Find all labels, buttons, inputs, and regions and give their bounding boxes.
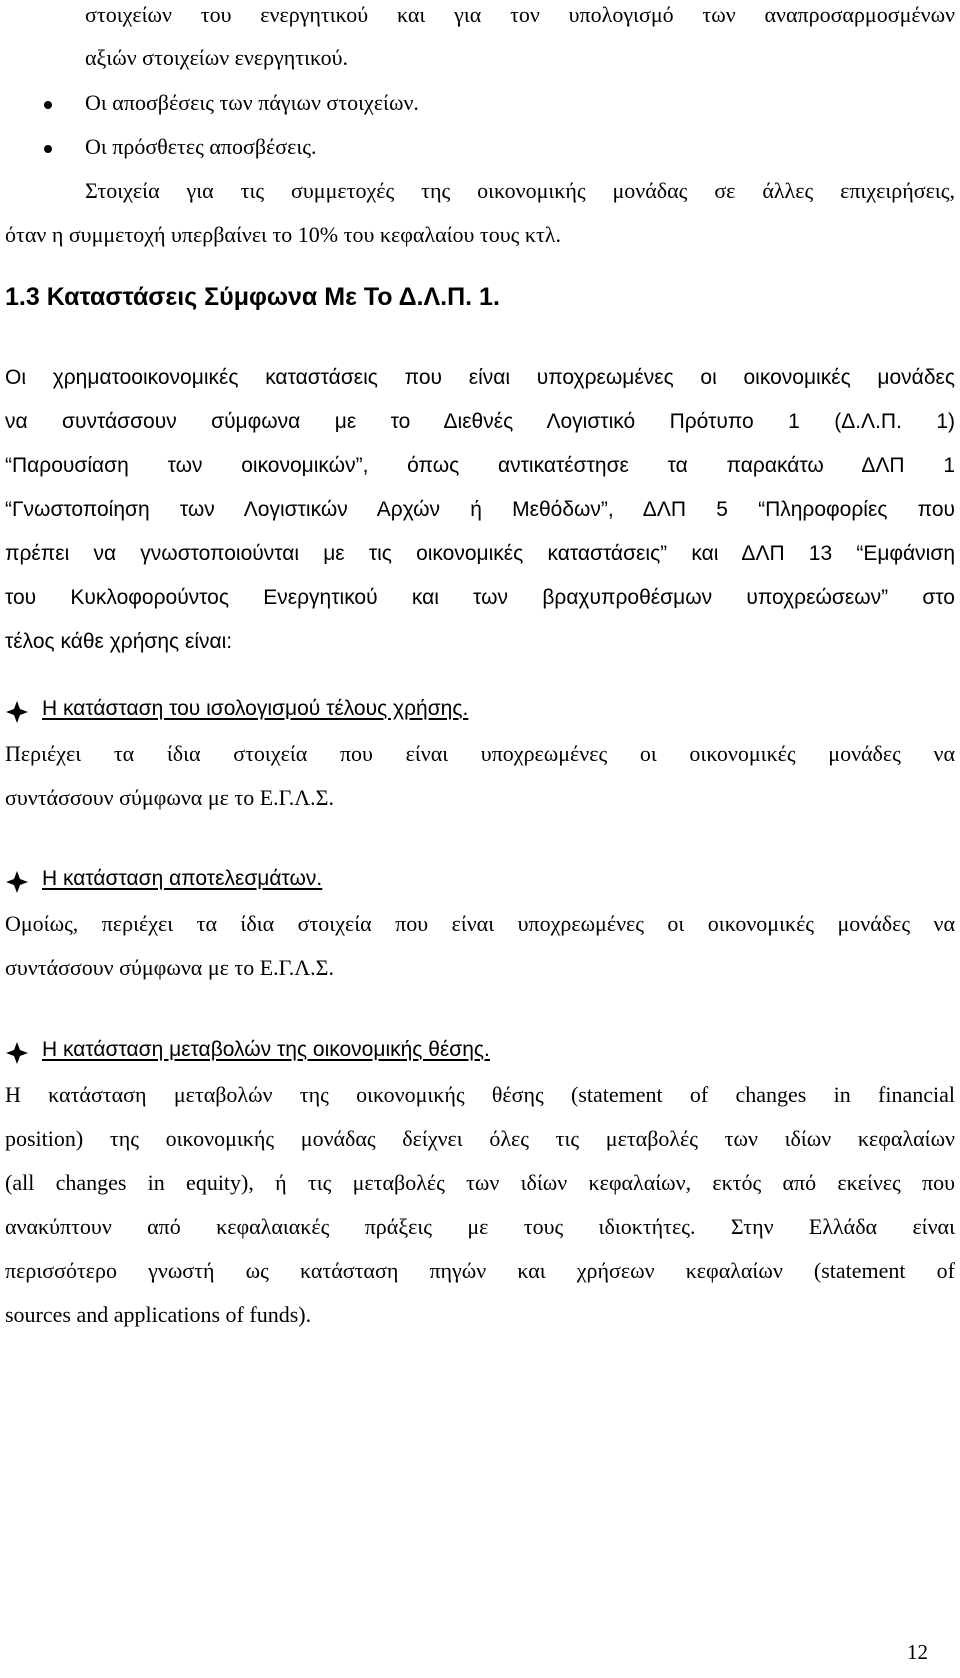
item-1-line-1: Περιέχει τα ίδια στοιχεία που είναι υποχρεωμένες οι οικονομικές μονάδες να <box>5 741 955 766</box>
section-line-6: του Κυκλοφορούντος Ενεργητικού και των βραχυπροθέσμων υποχρεώσεων” στο <box>5 586 955 609</box>
item-3-line-2: position) της οικονομικής μονάδας δείχνει όλες τις μεταβολές των ιδίων κεφαλαίων <box>5 1126 955 1151</box>
item-3-line-3: (all changes in equity), ή τις μεταβολές των ιδίων κεφαλαίων, εκτός από εκείνες που <box>5 1170 955 1195</box>
item-2-line-2: συντάσσουν σύμφωνα με το Ε.Γ.Λ.Σ. <box>5 955 334 980</box>
page-number: 12 <box>907 1640 928 1664</box>
section-line-5: πρέπει να γνωστοποιούνται με τις οικονομικές καταστάσεις” και ΔΛΠ 13 “Εμφάνιση <box>5 542 955 565</box>
section-heading: 1.3 Καταστάσεις Σύμφωνα Με Το Δ.Λ.Π. 1. <box>5 283 500 311</box>
diamond-bullet-icon <box>5 870 29 894</box>
item-3-line-1: Η κατάσταση μεταβολών της οικονομικής θέσης (statement of changes in financial <box>5 1082 955 1107</box>
intro-line-1: στοιχείων του ενεργητικού και για τον υπολογισμό των αναπροσαρμοσμένων <box>85 2 955 27</box>
intro-line-2: αξιών στοιχείων ενεργητικού. <box>85 45 349 70</box>
section-line-4: “Γνωστοποίηση των Λογιστικών Αρχών ή Μεθόδων”, ΔΛΠ 5 “Πληροφορίες που <box>5 498 955 521</box>
diamond-bullet-icon <box>5 700 29 724</box>
item-3-last-line: sources and applications of funds). <box>5 1302 312 1327</box>
bullet-para-line-2: όταν η συμμετοχή υπερβαίνει το 10% του κεφαλαίου τους κτλ. <box>5 222 561 247</box>
item-title-income-statement: Η κατάσταση αποτελεσμάτων. <box>42 867 323 890</box>
item-1-line-2: συντάσσουν σύμφωνα με το Ε.Γ.Λ.Σ. <box>5 785 334 810</box>
section-last-line: τέλος κάθε χρήσης είναι: <box>5 630 233 653</box>
section-line-3: “Παρουσίαση των οικονομικών”, όπως αντικατέστησε τα παρακάτω ΔΛΠ 1 <box>5 454 955 477</box>
section-line-2: να συντάσσουν σύμφωνα με το Διεθνές Λογιστικό Πρότυπο 1 (Δ.Λ.Π. 1) <box>5 410 955 433</box>
diamond-bullet-icon <box>5 1041 29 1065</box>
item-title-financial-position: Η κατάσταση μεταβολών της οικονομικής θέσης. <box>42 1038 490 1061</box>
bullet-dot-icon <box>44 145 52 153</box>
item-2-line-1: Ομοίως, περιέχει τα ίδια στοιχεία που είναι υποχρεωμένες οι οικονομικές μονάδες να <box>5 911 955 936</box>
bullet-item: Οι αποσβέσεις των πάγιων στοιχείων. <box>85 90 419 115</box>
bullet-item: Οι πρόσθετες αποσβέσεις. <box>85 134 317 159</box>
item-title-balance-sheet: Η κατάσταση του ισολογισμού τέλους χρήσης. <box>42 697 469 720</box>
item-3-line-5: περισσότερο γνωστή ως κατάσταση πηγών και χρήσεων κεφαλαίων (statement of <box>5 1258 955 1283</box>
bullet-para-line-1: Στοιχεία για τις συμμετοχές της οικονομικής μονάδας σε άλλες επιχειρήσεις, <box>85 178 955 203</box>
section-line-1: Οι χρηματοοικονομικές καταστάσεις που είναι υποχρεωμένες οι οικονομικές μονάδες <box>5 366 955 389</box>
bullet-dot-icon <box>44 101 52 109</box>
item-3-line-4: ανακύπτουν από κεφαλαιακές πράξεις με τους ιδιοκτήτες. Στην Ελλάδα είναι <box>5 1214 955 1239</box>
